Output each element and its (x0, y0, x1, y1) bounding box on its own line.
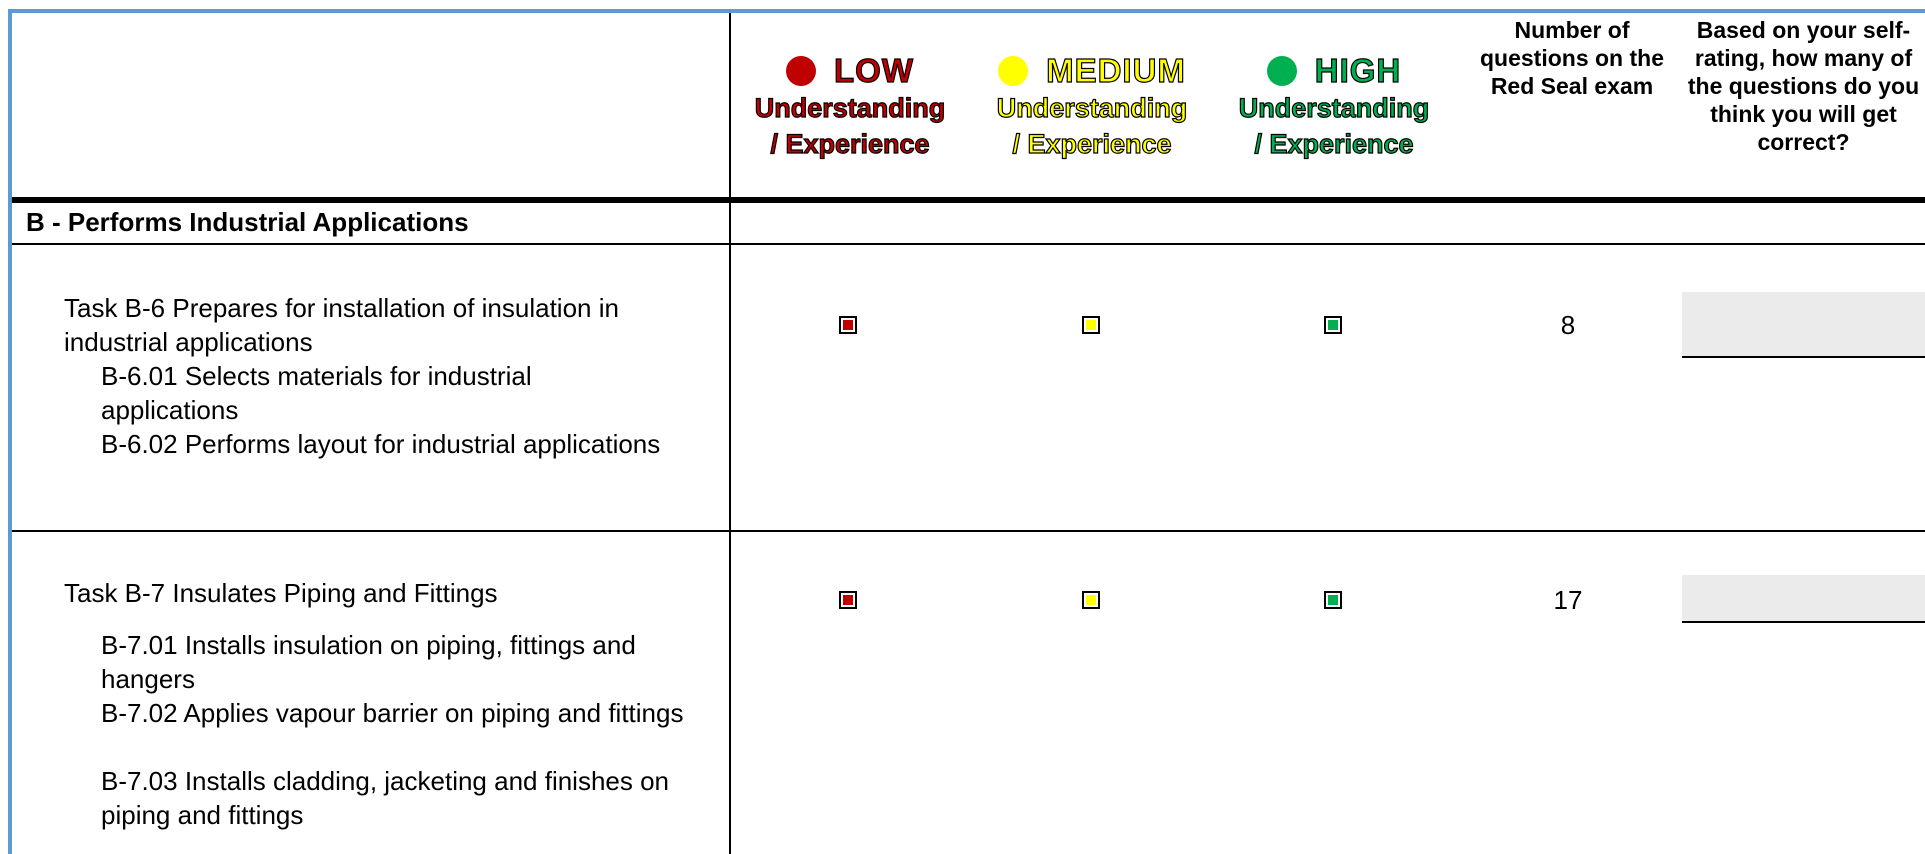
column-divider (729, 13, 731, 854)
yellow-dot-icon (998, 56, 1028, 86)
questions-count-b7: 17 (1553, 585, 1583, 615)
high-rating-checkbox-b7[interactable] (1324, 591, 1342, 609)
row-divider (12, 530, 1925, 532)
subtask-b7-03: B-7.03 Installs cladding, jacketing and finishes on piping and fittings (101, 766, 670, 830)
red-dot-icon (786, 56, 816, 86)
level-medium-line2: / Experience (1012, 129, 1172, 159)
section-title: B - Performs Industrial Applications (26, 207, 469, 237)
high-rating-checkbox-b6[interactable] (1324, 316, 1342, 334)
table-border-left (8, 9, 12, 854)
header-divider (12, 197, 1925, 203)
task-b7-title: Task B-7 Insulates Piping and Fittings (64, 578, 498, 608)
medium-rating-checkbox-b6[interactable] (1082, 316, 1100, 334)
level-medium-line1: Understanding (996, 93, 1188, 123)
subtask-b6-02: B-6.02 Performs layout for industrial applications (101, 429, 661, 459)
low-rating-checkbox-b7[interactable] (839, 591, 857, 609)
table-border-top (8, 9, 1925, 13)
low-rating-checkbox-b6[interactable] (839, 316, 857, 334)
self-rating-input-b7[interactable] (1682, 575, 1925, 623)
section-divider (12, 243, 1925, 245)
self-rating-column-header: Based on your self-rating, how many of the questions do you think you will get correct? (1687, 17, 1920, 155)
level-medium-header (982, 52, 1202, 162)
self-rating-input-b6[interactable] (1682, 292, 1925, 358)
green-dot-icon (1267, 56, 1297, 86)
medium-rating-checkbox-b7[interactable] (1082, 591, 1100, 609)
level-low-title: LOW (834, 52, 914, 89)
task-b6-title: Task B-6 Prepares for installation of insulation in industrial applications (64, 293, 619, 357)
subtask-b7-01: B-7.01 Installs insulation on piping, fittings and hangers (101, 630, 636, 694)
level-low-line2: / Experience (770, 129, 930, 159)
subtask-b7-02: B-7.02 Applies vapour barrier on piping and fittings (101, 698, 684, 728)
questions-column-header: Number of questions on the Red Seal exam (1480, 17, 1664, 99)
level-low-header (740, 52, 960, 162)
level-high-line2: / Experience (1254, 129, 1414, 159)
level-low-line1: Understanding (754, 93, 946, 123)
level-medium-title: MEDIUM (1046, 52, 1186, 89)
level-high-header (1224, 52, 1444, 162)
level-high-line1: Understanding (1238, 93, 1430, 123)
questions-count-b6: 8 (1560, 310, 1576, 340)
subtask-b6-01: B-6.01 Selects materials for industrial applications (101, 361, 532, 425)
level-high-title: HIGH (1314, 52, 1402, 89)
